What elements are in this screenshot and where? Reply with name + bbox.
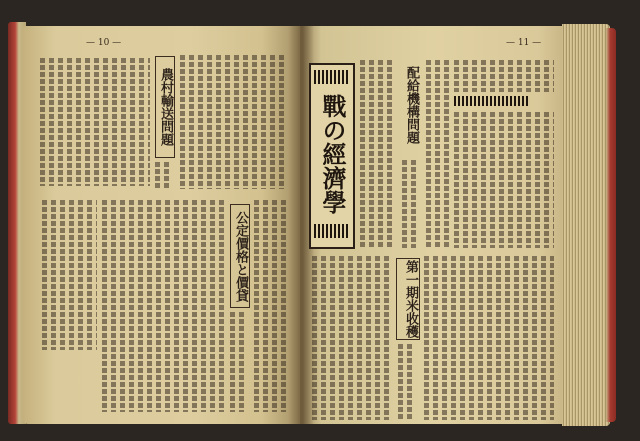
left-upper-right-text-block: [180, 55, 288, 189]
page-stack-edge: [562, 24, 610, 426]
left-lower-text-block: [102, 200, 224, 412]
left-top-heading: 農村輸送問題: [155, 56, 175, 158]
right-top-heading: 配給機構問題: [404, 66, 419, 144]
feature-box-bottom-hatch: [314, 224, 348, 238]
left-lower-right-text-block: [254, 200, 290, 412]
feature-box-top-hatch: [314, 70, 348, 84]
right-section-hatch-bar: [454, 96, 530, 106]
right-upper-right-text-block: [454, 112, 554, 248]
feature-title: 戰の經濟學: [318, 94, 347, 214]
left-bottom-heading: 公定價格と價貸: [230, 204, 250, 308]
right-upper-top-text-block: [454, 60, 554, 92]
right-lower-heading-text: [398, 344, 416, 420]
right-lower-right-text-block: [424, 256, 554, 420]
right-lower-left-text-block: [312, 256, 390, 420]
left-heading-continuation-text: [155, 162, 173, 188]
left-upper-text-block: [40, 58, 150, 186]
left-lower-edge-text-block: [42, 200, 97, 350]
right-heading-continuation-text: [402, 160, 420, 248]
right-upper-middle-text-block: [426, 60, 452, 248]
right-page-number: — 11 —: [506, 38, 542, 48]
left-lower-heading-text: [230, 312, 248, 412]
left-page-number: — 10 —: [86, 38, 122, 48]
right-upper-text-block: [360, 60, 396, 248]
right-bottom-heading: 第一期米收穫: [396, 258, 420, 340]
red-page-edge: [606, 28, 616, 422]
